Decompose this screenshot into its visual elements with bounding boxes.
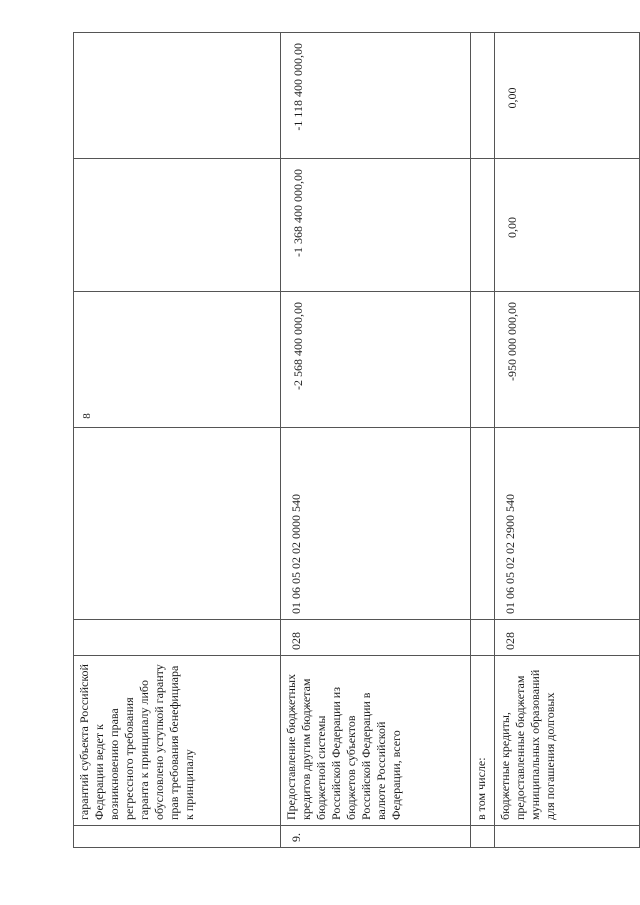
budget-sources-table bbox=[73, 32, 640, 848]
row-amount-year2 bbox=[74, 159, 281, 292]
row-number bbox=[495, 826, 640, 848]
table-row bbox=[74, 33, 281, 848]
row-number bbox=[74, 826, 281, 848]
row-classification-code bbox=[471, 428, 495, 620]
row-admin-code: 028 bbox=[281, 620, 471, 656]
row-number: 9. bbox=[281, 826, 471, 848]
table-row bbox=[471, 33, 495, 848]
row-amount-year2: 0,00 bbox=[495, 159, 640, 292]
row-amount-year2 bbox=[471, 159, 495, 292]
table-row bbox=[495, 33, 640, 848]
row-name: бюджетные кредиты, предоставленные бюджетам муниципальных образований для погашения долговых bbox=[495, 656, 640, 826]
table-row bbox=[281, 33, 471, 848]
row-name: в том числе: bbox=[471, 656, 495, 826]
row-name: гарантий субъекта Российской Федерации ведет к возникновению права регрессного требования гаранта к принципалу либо обусловлено уступкой гаранту прав требования бенефициара к принципалу bbox=[74, 656, 281, 826]
row-amount-year3 bbox=[74, 33, 281, 159]
row-amount-year3: -1 118 400 000,00 bbox=[281, 33, 471, 159]
row-classification-code: 01 06 05 02 02 2900 540 bbox=[495, 428, 640, 620]
row-classification-code: 01 06 05 02 02 0000 540 bbox=[281, 428, 471, 620]
row-amount-year1: -2 568 400 000,00 bbox=[281, 292, 471, 428]
row-amount-year3 bbox=[471, 33, 495, 159]
row-amount-year1: -950 000 000,00 bbox=[495, 292, 640, 428]
row-amount-year1 bbox=[471, 292, 495, 428]
row-amount-year1 bbox=[74, 292, 281, 428]
page-number: 8 bbox=[81, 413, 93, 419]
table-container bbox=[73, 33, 640, 848]
row-admin-code bbox=[471, 620, 495, 656]
row-classification-code bbox=[74, 428, 281, 620]
row-amount-year3: 0,00 bbox=[495, 33, 640, 159]
row-admin-code bbox=[74, 620, 281, 656]
row-admin-code: 028 bbox=[495, 620, 640, 656]
row-amount-year2: -1 368 400 000,00 bbox=[281, 159, 471, 292]
row-number bbox=[471, 826, 495, 848]
row-name: Предоставление бюджетных кредитов другим бюджетам бюджетной системы Российской Федерации из бюджетов субъектов Российской Федерации в валюте Российской Федерации, всего bbox=[281, 656, 471, 826]
